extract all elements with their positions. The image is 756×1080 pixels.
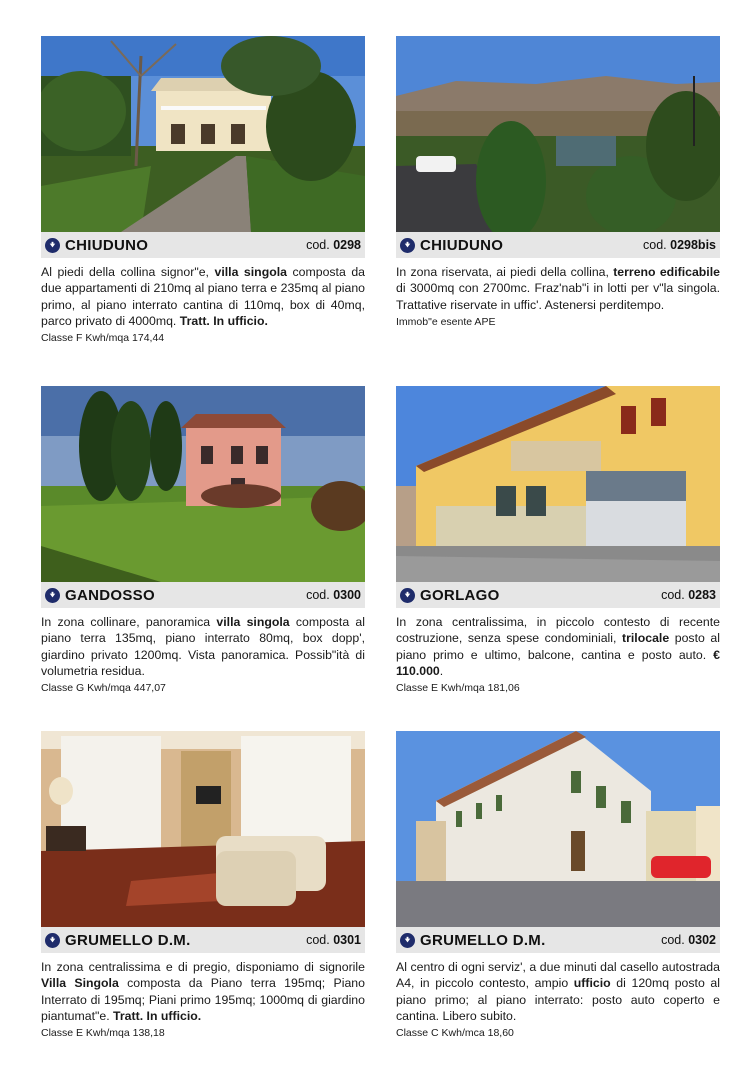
listing-description (41, 959, 365, 1024)
text-run: Al piedi della collina signor"e, (41, 265, 215, 279)
listing-code: cod. 0298bis (643, 238, 716, 252)
bold-text: ufficio (573, 976, 611, 991)
listing-card[interactable] (41, 731, 365, 1039)
listing-description (41, 264, 365, 329)
property-photo (396, 731, 720, 927)
location-pin-icon (400, 588, 415, 603)
bold-text: trilocale (622, 631, 670, 646)
listing-code: cod. 0300 (306, 588, 361, 602)
energy-class: Classe G Kwh/mqa 447,07 (41, 682, 166, 695)
location-pin-icon (45, 933, 60, 948)
bold-text: Tratt. In ufficio. (179, 313, 268, 328)
energy-class: Classe C Kwh/mca 18,60 (396, 1027, 514, 1040)
bold-text: villa singola (214, 265, 287, 279)
property-photo (396, 36, 720, 232)
town-name: GRUMELLO D.M. (65, 931, 191, 949)
listing-code: cod. 0298 (306, 238, 361, 252)
listing-card[interactable] (41, 36, 365, 344)
property-photo (41, 36, 365, 232)
bold-text: villa singola (216, 615, 290, 629)
text-run: In zona centralissima, in piccolo contesto di recente costruzione, senza spese condominiali, (396, 615, 720, 646)
text-run: composta al piano terra 135mq, piano interrato 80mq, box dopp', giardino privato 1200mq. Vista panoramica. Possib"ità di volumetria residua. (41, 615, 366, 678)
town-name: GORLAGO (420, 586, 500, 604)
town-name: GRUMELLO D.M. (420, 931, 546, 949)
listing-description (396, 959, 720, 1024)
location-pin-icon (45, 238, 60, 253)
town-name: CHIUDUNO (65, 236, 149, 254)
bold-text: Villa Singola (41, 976, 119, 991)
energy-class: Classe F Kwh/mqa 174,44 (41, 332, 165, 345)
property-photo (396, 386, 720, 582)
energy-class: Immob"e esente APE (396, 315, 496, 328)
listing-header (396, 582, 720, 608)
location-pin-icon (45, 588, 60, 603)
listing-description (396, 264, 720, 313)
bold-text: € 110.000 (396, 647, 720, 678)
listing-description (396, 614, 720, 679)
bold-text: terreno edificabile (613, 265, 720, 279)
listing-header (41, 927, 365, 953)
property-photo (41, 386, 365, 582)
text-run: In zona centralissima e di pregio, disponiamo di signorile (41, 960, 365, 974)
listing-header (396, 232, 720, 258)
listing-card[interactable] (396, 731, 720, 1039)
energy-class: Classe E Kwh/mqa 138,18 (41, 1027, 165, 1040)
location-pin-icon (400, 933, 415, 948)
text-run: di 3000mq con 2700mc. Fraz'nab"i in lotti per v"la singola. Trattative riservate in uffic'. Astenersi perditempo. (396, 281, 720, 312)
energy-class: Classe E Kwh/mqa 181,06 (396, 682, 520, 695)
town-name: CHIUDUNO (420, 236, 504, 254)
listing-card[interactable] (396, 36, 720, 328)
listing-card[interactable] (41, 386, 365, 694)
listing-header (41, 582, 365, 608)
listing-code: cod. 0302 (661, 933, 716, 947)
listing-header (396, 927, 720, 953)
text-run: composta da due appartamenti di 210mq al piano terra e 235mq al piano primo, al piano interrato cantina di 110mq, box di 40mq, parco privato di 4000mq. (41, 265, 366, 328)
location-pin-icon (400, 238, 415, 253)
text-run: posto al piano primo e ultimo, balcone, cantina e posto auto. (396, 631, 720, 662)
listing-card[interactable] (396, 386, 720, 694)
text-run: In zona collinare, panoramica (41, 615, 217, 629)
listing-description (41, 614, 365, 679)
listing-code: cod. 0283 (661, 588, 716, 602)
listing-header (41, 232, 365, 258)
bold-text: Tratt. In ufficio. (113, 1008, 202, 1023)
text-run: . (439, 663, 444, 678)
text-run: composta da Piano terra 195mq; Piano Interrato di 195mq; Piani primo 195mq; 1000mq di giardino piantumat"e. (41, 976, 365, 1023)
listing-code: cod. 0301 (306, 933, 361, 947)
text-run: di 120mq posto al piano primo; al piano interrato: posto auto coperto e cantina. Libero subito. (396, 976, 720, 1023)
property-photo (41, 731, 365, 927)
town-name: GANDOSSO (65, 586, 155, 604)
text-run: In zona riservata, ai piedi della collina, (396, 265, 614, 279)
text-run: Al centro di ogni serviz', a due minuti dal casello autostrada A4, in piccolo contesto, ampio (396, 960, 720, 991)
